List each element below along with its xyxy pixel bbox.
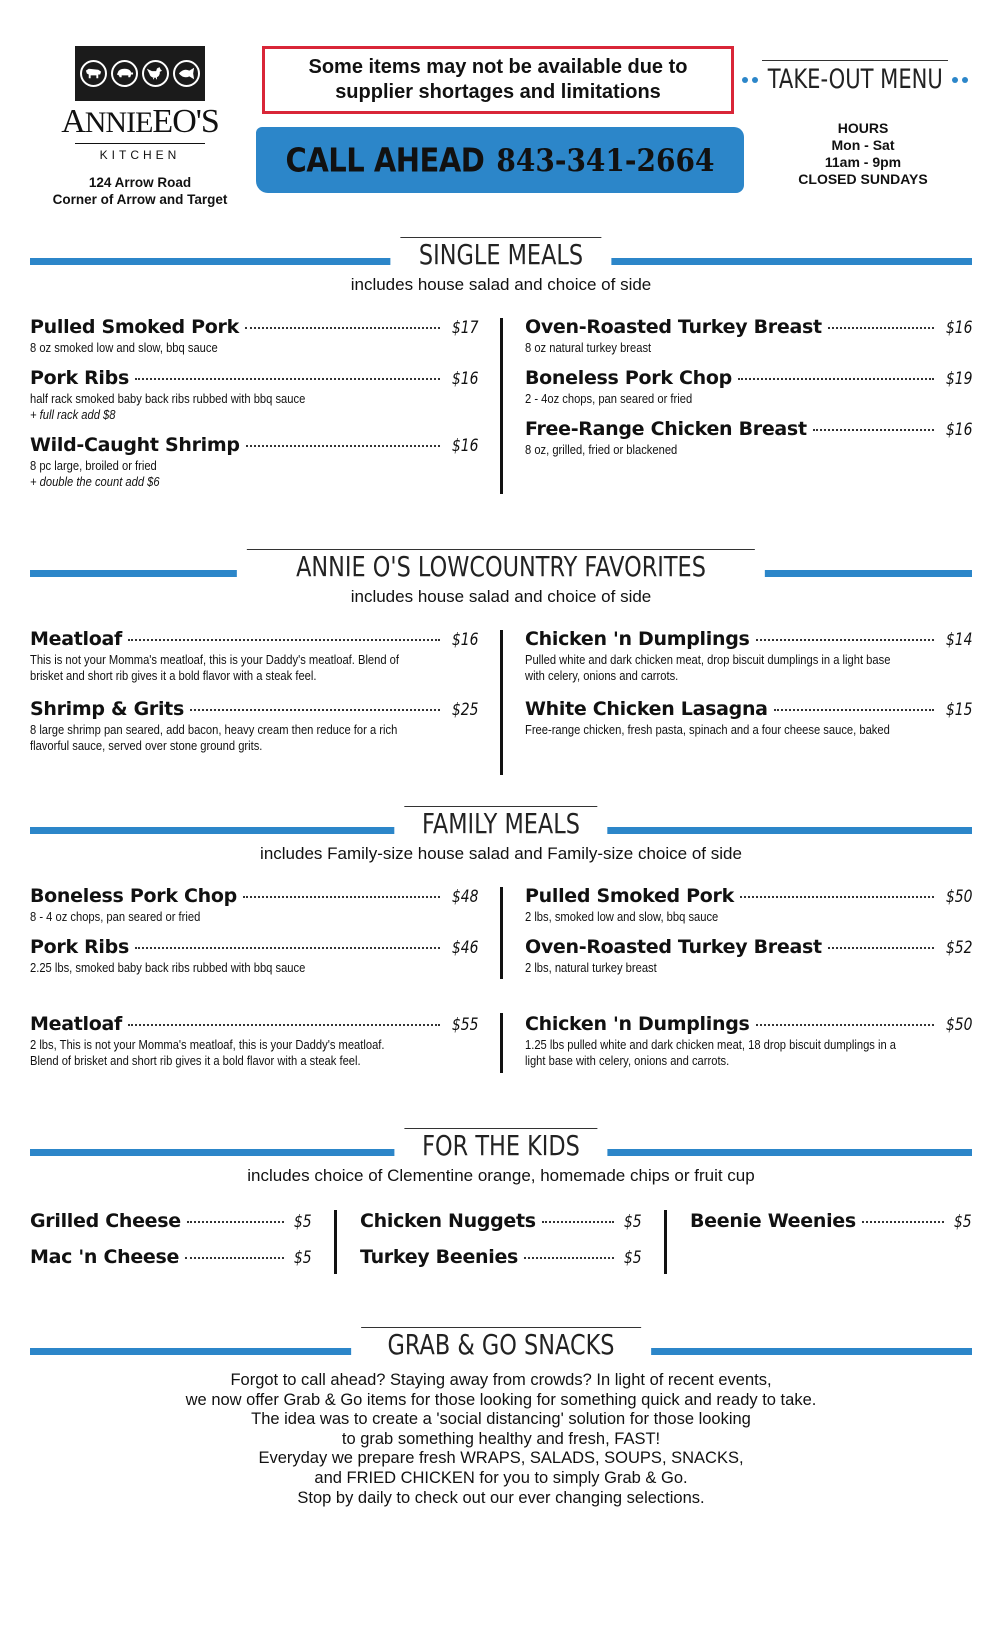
item-desc: 2 lbs, natural turkey breast (525, 960, 657, 975)
section-single-meals (30, 237, 972, 295)
item-desc: 2.25 lbs, smoked baby back ribs rubbed with bbq sauce (30, 960, 306, 975)
hours (770, 120, 956, 188)
item-price: $15 (945, 700, 972, 720)
fish-icon (173, 60, 200, 87)
item-desc: 8 large shrimp pan seared, add bacon, heavy cream then reduce for a rich (30, 722, 398, 737)
menu-item[interactable] (30, 1210, 312, 1234)
item-name: Pork Ribs (30, 367, 129, 389)
takeout-title: TAKE-OUT MENU (767, 64, 943, 95)
menu-item[interactable] (690, 1210, 972, 1234)
item-desc: with celery, onions and carrots. (525, 668, 679, 683)
notice-line1: Some items may not be available due to (308, 56, 688, 78)
section-title: GRAB & GO SNACKS (387, 1328, 615, 1361)
supply-notice (262, 46, 734, 114)
menu-item[interactable] (525, 628, 972, 684)
kids-col-1 (30, 1210, 312, 1290)
favorites-right-col (525, 628, 972, 778)
snacks-line: we now offer Grab & Go items for those looking for something quick and ready to take. (185, 1390, 817, 1409)
menu-item[interactable] (525, 698, 972, 738)
favorites-left-col (30, 628, 478, 778)
section-title: ANNIE O'S LOWCOUNTRY FAVORITES (296, 550, 706, 583)
section-header (30, 1327, 972, 1363)
column-divider (500, 887, 503, 979)
address-line2: Corner of Arrow and Target (52, 192, 228, 207)
item-price: $17 (451, 318, 478, 338)
logo-divider (75, 143, 205, 144)
hours-closed: CLOSED SUNDAYS (798, 171, 928, 187)
item-desc: 8 - 4 oz chops, pan seared or fried (30, 909, 201, 924)
section-header (30, 806, 972, 842)
item-name: Chicken Nuggets (360, 1210, 536, 1232)
hours-label: HOURS (837, 120, 889, 136)
section-header (30, 1128, 972, 1164)
item-desc: half rack smoked baby back ribs rubbed with bbq sauce (30, 391, 306, 406)
hours-time: 11am - 9pm (824, 154, 902, 170)
menu-item[interactable] (525, 418, 972, 458)
section-lowcountry-favorites (30, 549, 972, 607)
address-line1: 124 Arrow Road (88, 175, 192, 190)
item-price: $25 (451, 700, 478, 720)
column-divider (500, 630, 503, 775)
item-addon: + double the count add $6 (30, 474, 160, 489)
item-name: Turkey Beenies (360, 1246, 519, 1268)
item-name: Mac 'n Cheese (30, 1246, 180, 1268)
item-desc: This is not your Momma's meatloaf, this is your Daddy's meatloaf. Blend of (30, 652, 400, 667)
item-price: $5 (624, 1212, 642, 1232)
menu-item[interactable] (525, 1013, 972, 1069)
menu-item[interactable] (525, 316, 972, 356)
item-name: Beenie Weenies (690, 1210, 856, 1232)
menu-item[interactable] (30, 1013, 478, 1069)
item-name: Free-Range Chicken Breast (525, 418, 807, 440)
item-price: $16 (945, 318, 972, 338)
call-ahead-banner[interactable] (256, 127, 744, 193)
menu-item[interactable] (30, 316, 478, 356)
item-addon: + full rack add $8 (30, 407, 116, 422)
snacks-line: to grab something healthy and fresh, FAST! (341, 1429, 661, 1448)
item-desc: 8 oz smoked low and slow, bbq sauce (30, 340, 218, 355)
item-name: White Chicken Lasagna (525, 698, 768, 720)
section-subtitle: includes house salad and choice of side (350, 275, 652, 294)
item-price: $19 (945, 369, 972, 389)
item-name: Oven-Roasted Turkey Breast (525, 316, 822, 338)
menu-item[interactable] (360, 1246, 642, 1270)
item-name: Wild-Caught Shrimp (30, 434, 240, 456)
item-name: Chicken 'n Dumplings (525, 628, 750, 650)
item-name: Chicken 'n Dumplings (525, 1013, 750, 1035)
item-price: $52 (945, 938, 972, 958)
item-desc: 2 lbs, smoked low and slow, bbq sauce (525, 909, 719, 924)
single-meals-left-col (30, 316, 478, 496)
pig-icon (111, 60, 138, 87)
menu-item[interactable] (30, 434, 478, 490)
kids-col-3 (690, 1210, 972, 1290)
item-price: $5 (294, 1212, 312, 1232)
family-right-col (525, 885, 972, 1105)
item-desc: light base with celery, onions and carrots. (525, 1053, 730, 1068)
item-name: Oven-Roasted Turkey Breast (525, 936, 822, 958)
section-subtitle: includes choice of Clementine orange, homemade chips or fruit cup (247, 1166, 755, 1185)
snacks-line: Everyday we prepare fresh WRAPS, SALADS, SOUPS, SNACKS, (258, 1449, 744, 1468)
section-subtitle: includes Family-size house salad and Family-size choice of side (260, 844, 742, 863)
item-price: $50 (945, 1015, 972, 1035)
phone-number[interactable]: 843-341-2664 (496, 141, 715, 179)
item-desc: Free-range chicken, fresh pasta, spinach and a four cheese sauce, baked (525, 722, 890, 737)
item-desc: 8 oz natural turkey breast (525, 340, 652, 355)
item-desc: flavorful sauce, served over stone ground grits. (30, 738, 263, 753)
section-subtitle: includes house salad and choice of side (350, 587, 652, 606)
item-name: Pork Ribs (30, 936, 129, 958)
kids-col-2 (360, 1210, 642, 1290)
column-divider (500, 318, 503, 494)
section-title: FAMILY MEALS (422, 807, 580, 840)
takeout-rule (762, 60, 948, 61)
menu-item[interactable] (30, 885, 478, 925)
item-price: $16 (451, 436, 478, 456)
logo (40, 46, 240, 208)
item-price: $55 (451, 1015, 478, 1035)
item-name: Boneless Pork Chop (525, 367, 732, 389)
dots-right-icon (952, 77, 968, 83)
family-left-col (30, 885, 478, 1105)
snacks-line: Forgot to call ahead? Staying away from crowds? In light of recent events, (230, 1371, 772, 1389)
section-grab-and-go (30, 1327, 972, 1508)
item-price: $16 (945, 420, 972, 440)
item-desc: Pulled white and dark chicken meat, drop biscuit dumplings in a light base (525, 652, 891, 667)
item-price: $48 (451, 887, 478, 907)
item-desc: 1.25 lbs pulled white and dark chicken meat, 18 drop biscuit dumplings in a (525, 1037, 897, 1052)
logo-wordmark: ANNIEEO'S (61, 103, 219, 140)
item-price: $46 (451, 938, 478, 958)
item-name: Pulled Smoked Pork (525, 885, 734, 907)
menu-item[interactable] (525, 367, 972, 407)
item-price: $5 (954, 1212, 972, 1232)
item-price: $5 (624, 1248, 642, 1268)
section-header (30, 237, 972, 273)
item-name: Grilled Cheese (30, 1210, 181, 1232)
logo-kitchen: KITCHEN (99, 148, 181, 162)
item-desc: 2 lbs, This is not your Momma's meatloaf, this is your Daddy's meatloaf. (30, 1037, 385, 1052)
item-desc: brisket and short rib gives it a bold flavor with a steak feel. (30, 668, 317, 683)
dots-left-icon (742, 77, 758, 83)
item-name: Boneless Pork Chop (30, 885, 237, 907)
section-title: FOR THE KIDS (422, 1129, 580, 1162)
menu-item[interactable] (30, 936, 478, 976)
item-price: $16 (451, 369, 478, 389)
item-name: Pulled Smoked Pork (30, 316, 239, 338)
menu-item[interactable] (30, 1246, 312, 1270)
column-divider (334, 1210, 337, 1274)
item-name: Meatloaf (30, 1013, 122, 1035)
section-title: SINGLE MEALS (418, 238, 584, 271)
single-meals-right-col (525, 316, 972, 496)
logo-icon-strip (75, 46, 205, 101)
item-price: $16 (451, 630, 478, 650)
section-family-meals (30, 806, 972, 864)
snacks-line: and FRIED CHICKEN for you to simply Grab & Go. (314, 1468, 688, 1487)
menu-item[interactable] (30, 698, 478, 754)
snacks-line: The idea was to create a 'social distancing' solution for those looking (251, 1410, 751, 1429)
item-name: Meatloaf (30, 628, 122, 650)
item-name: Shrimp & Grits (30, 698, 184, 720)
item-desc: 8 pc large, broiled or fried (30, 458, 157, 473)
item-desc: Blend of brisket and short rib gives it a bold flavor with a steak feel. (30, 1053, 361, 1068)
item-price: $50 (945, 887, 972, 907)
snacks-line: Stop by daily to check out our ever changing selections. (297, 1488, 705, 1507)
item-desc: 8 oz, grilled, fried or blackened (525, 442, 678, 457)
hours-days: Mon - Sat (831, 137, 895, 153)
column-divider (500, 1013, 503, 1073)
section-for-the-kids (30, 1128, 972, 1186)
menu-item[interactable] (360, 1210, 642, 1234)
column-divider (664, 1210, 667, 1274)
takeout-heading (740, 60, 970, 95)
cow-icon (80, 60, 107, 87)
item-price: $14 (945, 630, 972, 650)
item-desc: 2 - 4oz chops, pan seared or fried (525, 391, 693, 406)
call-ahead-label: CALL AHEAD (285, 140, 485, 180)
menu-item[interactable] (525, 885, 972, 925)
snacks-description (30, 1371, 972, 1508)
address (40, 174, 240, 208)
notice-line2: supplier shortages and limitations (335, 81, 661, 103)
menu-item[interactable] (30, 367, 478, 423)
item-price: $5 (294, 1248, 312, 1268)
chicken-icon (142, 60, 169, 87)
menu-item[interactable] (525, 936, 972, 976)
menu-item[interactable] (30, 628, 478, 684)
section-header (30, 549, 972, 585)
